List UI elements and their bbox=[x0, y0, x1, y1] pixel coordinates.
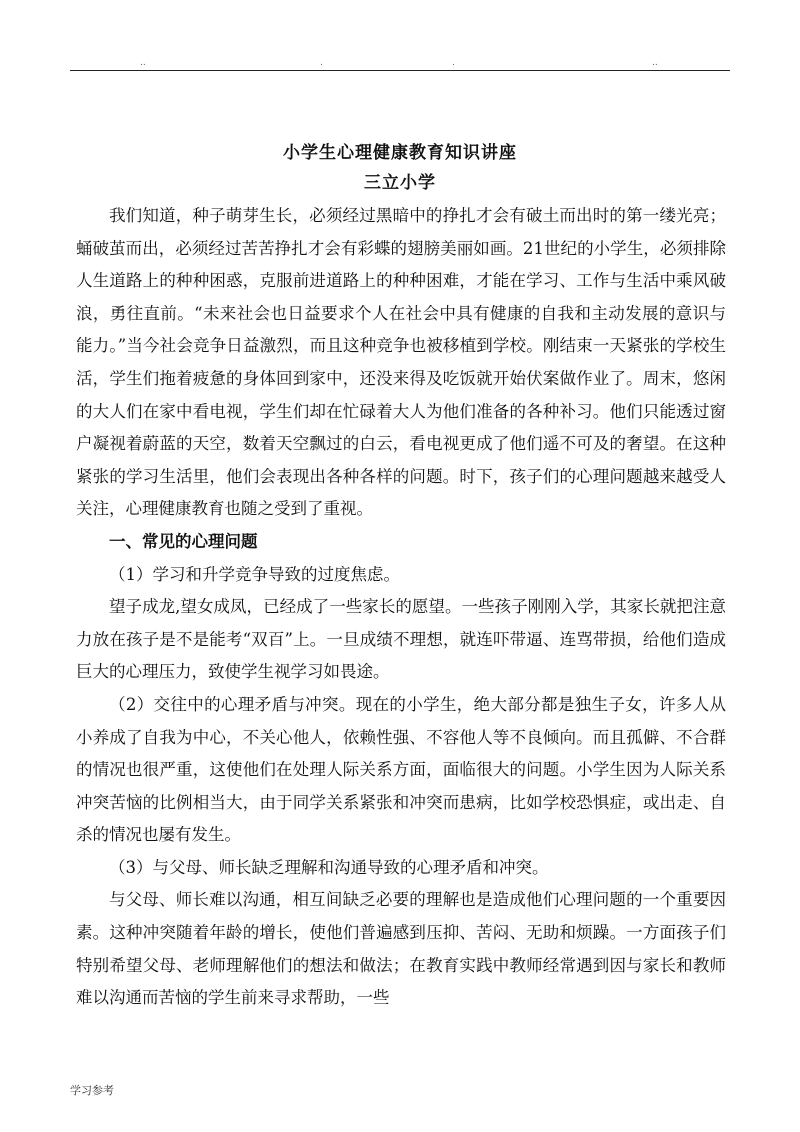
document-body bbox=[76, 200, 726, 1015]
paragraph: 望子成龙,望女成凤，已经成了一些家长的愿望。一些孩子刚刚入学，其家长就把注意力放在孩子是不是能考“双百”上。一旦成绩不理想，就连吓带逼、连骂带损，给他们造成巨大的心理压力，致使学生视学习如畏途。 bbox=[76, 597, 726, 682]
paragraph-intro: 我们知道，种子萌芽生长，必须经过黑暗中的挣扎才会有破土而出时的第一缕光亮；蛹破茧而出，必须经过苦苦挣扎才会有彩蝶的翅膀美丽如画。21世纪的小学生，必须排除人生道路上的种种困惑，克服前进道路上的种种困难，才能在学习、工作与生活中乘风破浪，勇往直前。“未来社会也日益要求个人在社会中具有健康的自我和主动发展的意识与能力。”当今社会竞争日益激烈，而且这种竞争也被移植到学校。刚结束一天紧张的学校生活，学生们拖着疲惫的身体回到家中，还没来得及吃饭就开始伏案做作业了。周末，悠闲的大人们在家中看电视，学生们却在忙碌着大人为他们准备的各种补习。他们只能透过窗户凝视着蔚蓝的天空，数着天空飘过的白云，看电视更成了他们遥不可及的奢望。在这种紧张的学习生活里，他们会表现出各种各样的问题。时下，孩子们的心理问题越来越受人关注，心理健康教育也随之受到了重视。 bbox=[76, 206, 726, 519]
header-mark: .. bbox=[140, 58, 146, 68]
footer-label: 学习参考 bbox=[70, 1084, 114, 1097]
document-title: 小学生心理健康教育知识讲座 bbox=[283, 143, 517, 163]
section-heading: 一、常见的心理问题 bbox=[109, 531, 258, 551]
document-subtitle: 三立小学 bbox=[364, 173, 436, 193]
header-mark: . bbox=[452, 58, 455, 68]
header-rule bbox=[70, 70, 730, 71]
header-mark: .. bbox=[652, 58, 658, 68]
subheading-3: （3）与父母、师长缺乏理解和沟通导致的心理矛盾和冲突。 bbox=[109, 857, 549, 877]
header-mark: . bbox=[320, 58, 323, 68]
paragraph: （2）交往中的心理矛盾与冲突。现在的小学生，绝大部分都是独生子女，许多人从小养成了自我为中心，不关心他人，依赖性强、不容他人等不良倾向。而且孤僻、不合群的情况也很严重，这使他们在处理人际关系方面，面临很大的问题。小学生因为人际关系冲突苦恼的比例相当大，由于同学关系紧张和冲突而患病，比如学校恐惧症，或出走、自杀的情况也屡有发生。 bbox=[76, 694, 726, 845]
paragraph: 与父母、师长难以沟通，相互间缺乏必要的理解也是造成他们心理问题的一个重要因素。这种冲突随着年龄的增长，使他们普遍感到压抑、苦闷、无助和烦躁。一方面孩子们特别希望父母、老师理解他们的想法和做法；在教育实践中教师经常遇到因与家长和教师难以沟通而苦恼的学生前来寻求帮助，一些 bbox=[76, 890, 726, 1008]
subheading-1: （1）学习和升学竞争导致的过度焦虑。 bbox=[109, 564, 400, 584]
